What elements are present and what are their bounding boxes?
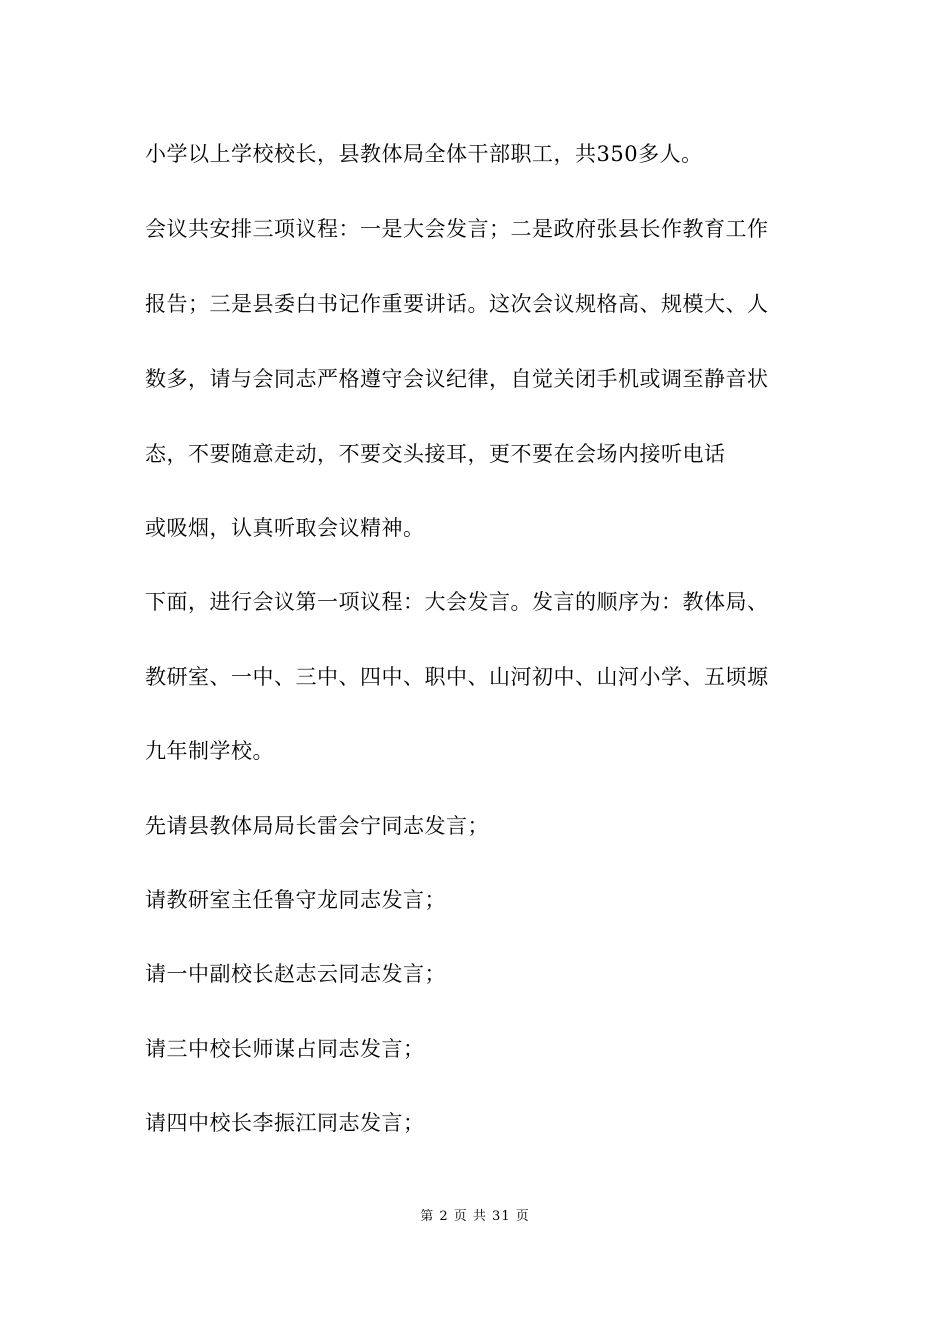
text-line: 或吸烟，认真听取会议精神。 — [145, 516, 425, 540]
text-line: 数多，请与会同志严格遵守会议纪律，自觉关闭手机或调至静音状 — [145, 367, 769, 391]
text-line: 请一中副校长赵志云同志发言； — [145, 962, 446, 986]
text-line: 小学以上学校校长，县教体局全体干部职工，共350多人。 — [145, 142, 703, 166]
text-line: 请教研室主任鲁守龙同志发言； — [145, 888, 446, 912]
page-number-label: 第 2 页 共 31 页 — [420, 1209, 530, 1224]
text-line: 教研室、一中、三中、四中、职中、山河初中、山河小学、五顷塬 — [145, 665, 769, 689]
text-line: 请三中校长师谋占同志发言； — [145, 1037, 425, 1061]
text-line: 态，不要随意走动，不要交头接耳，更不要在会场内接听电话 — [145, 442, 726, 466]
text-line: 先请县教体局局长雷会宁同志发言； — [145, 814, 489, 838]
page-footer — [0, 1207, 950, 1227]
text-line: 下面，进行会议第一项议程：大会发言。发言的顺序为：教体局、 — [145, 590, 769, 614]
text-line: 九年制学校。 — [145, 739, 274, 763]
text-line: 会议共安排三项议程：一是大会发言；二是政府张县长作教育工作 — [145, 217, 769, 241]
text-line: 请四中校长李振江同志发言； — [145, 1111, 425, 1135]
text-line: 报告；三是县委白书记作重要讲话。这次会议规格高、规模大、人 — [145, 292, 769, 316]
